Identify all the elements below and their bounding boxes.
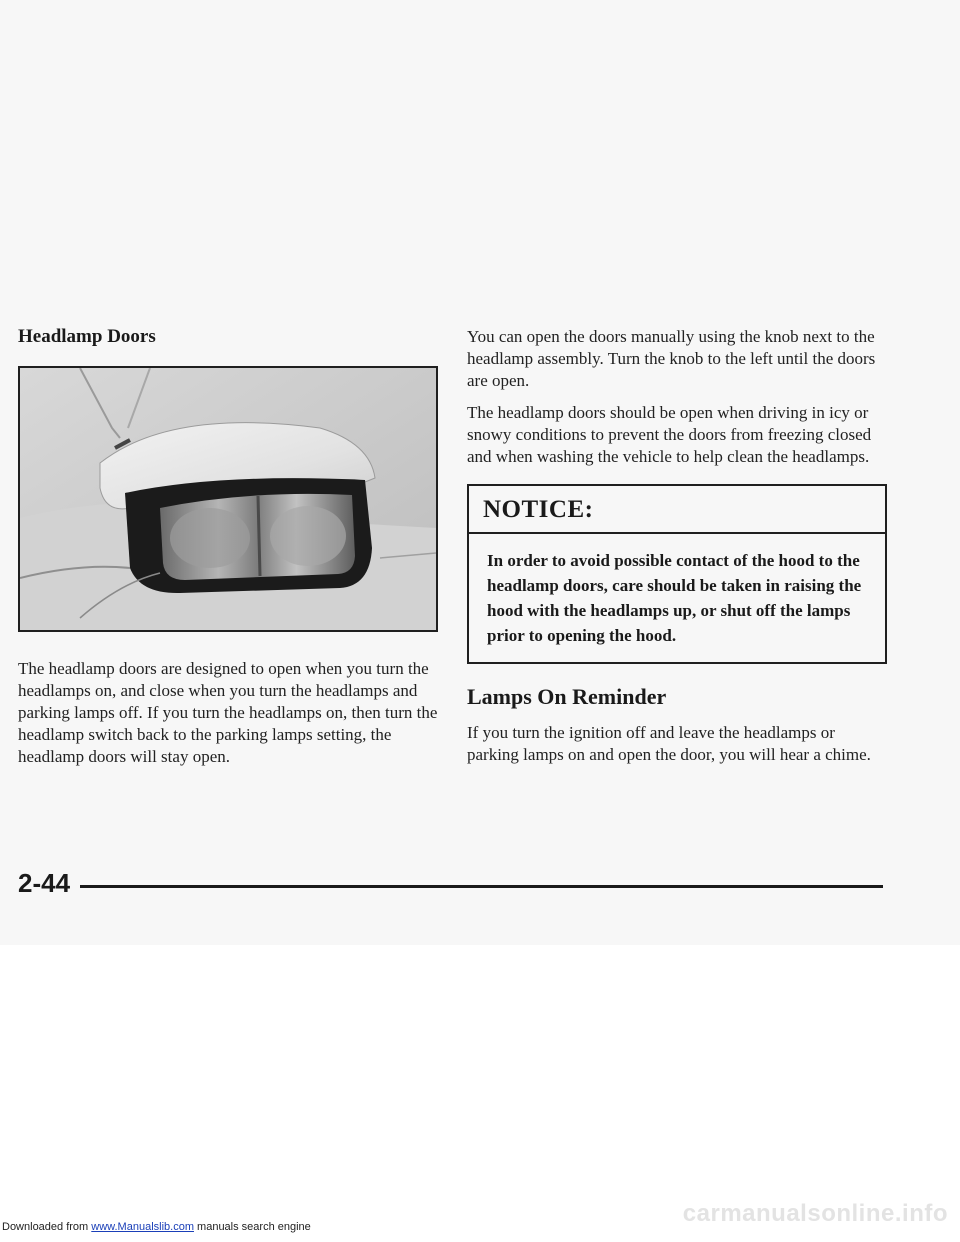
headlamp-doors-description: The headlamp doors are designed to open when you turn the headlamps on, and close when you turn the headlamps and parking lamps off. If you turn the headlamps on, then turn the headlamp switch back to the parking lamps setting, the headlamp doors will stay open.	[18, 659, 438, 766]
download-prefix: Downloaded from	[2, 1221, 92, 1233]
notice-box	[467, 484, 887, 664]
download-suffix: manuals search engine	[193, 1221, 311, 1233]
icy-conditions-paragraph: The headlamp doors should be open when driving in icy or snowy conditions to prevent the doors from freezing closed and when washing the vehicle to help clean the headlamps.	[467, 403, 872, 466]
footer-rule	[80, 885, 883, 888]
lamps-on-reminder-paragraph: If you turn the ignition off and leave the headlamps or parking lamps on and open the door, you will hear a chime.	[467, 723, 871, 764]
notice-body: In order to avoid possible contact of the hood to the headlamp doors, care should be taken in raising the hood with the headlamps up, or shut off the lamps prior to opening the hood.	[487, 551, 862, 645]
manualslib-link[interactable]: www.Manualslib.com	[91, 1221, 194, 1233]
left-column	[18, 326, 438, 768]
page-number: 2-44	[18, 868, 71, 898]
headlamp-illustration	[20, 368, 436, 630]
manual-open-paragraph: You can open the doors manually using the knob next to the headlamp assembly. Turn the knob to the left until the doors are open.	[467, 327, 876, 390]
page-margin	[0, 945, 960, 1242]
headlamp-photo	[18, 366, 438, 632]
notice-header	[469, 486, 885, 534]
section-title-headlamp-doors: Headlamp Doors	[18, 326, 156, 347]
download-bar	[2, 1221, 311, 1233]
right-column	[467, 326, 887, 766]
notice-title: NOTICE:	[483, 496, 594, 523]
section-title-lamps-on-reminder: Lamps On Reminder	[467, 684, 667, 709]
watermark: carmanualsonline.info	[682, 1200, 948, 1227]
